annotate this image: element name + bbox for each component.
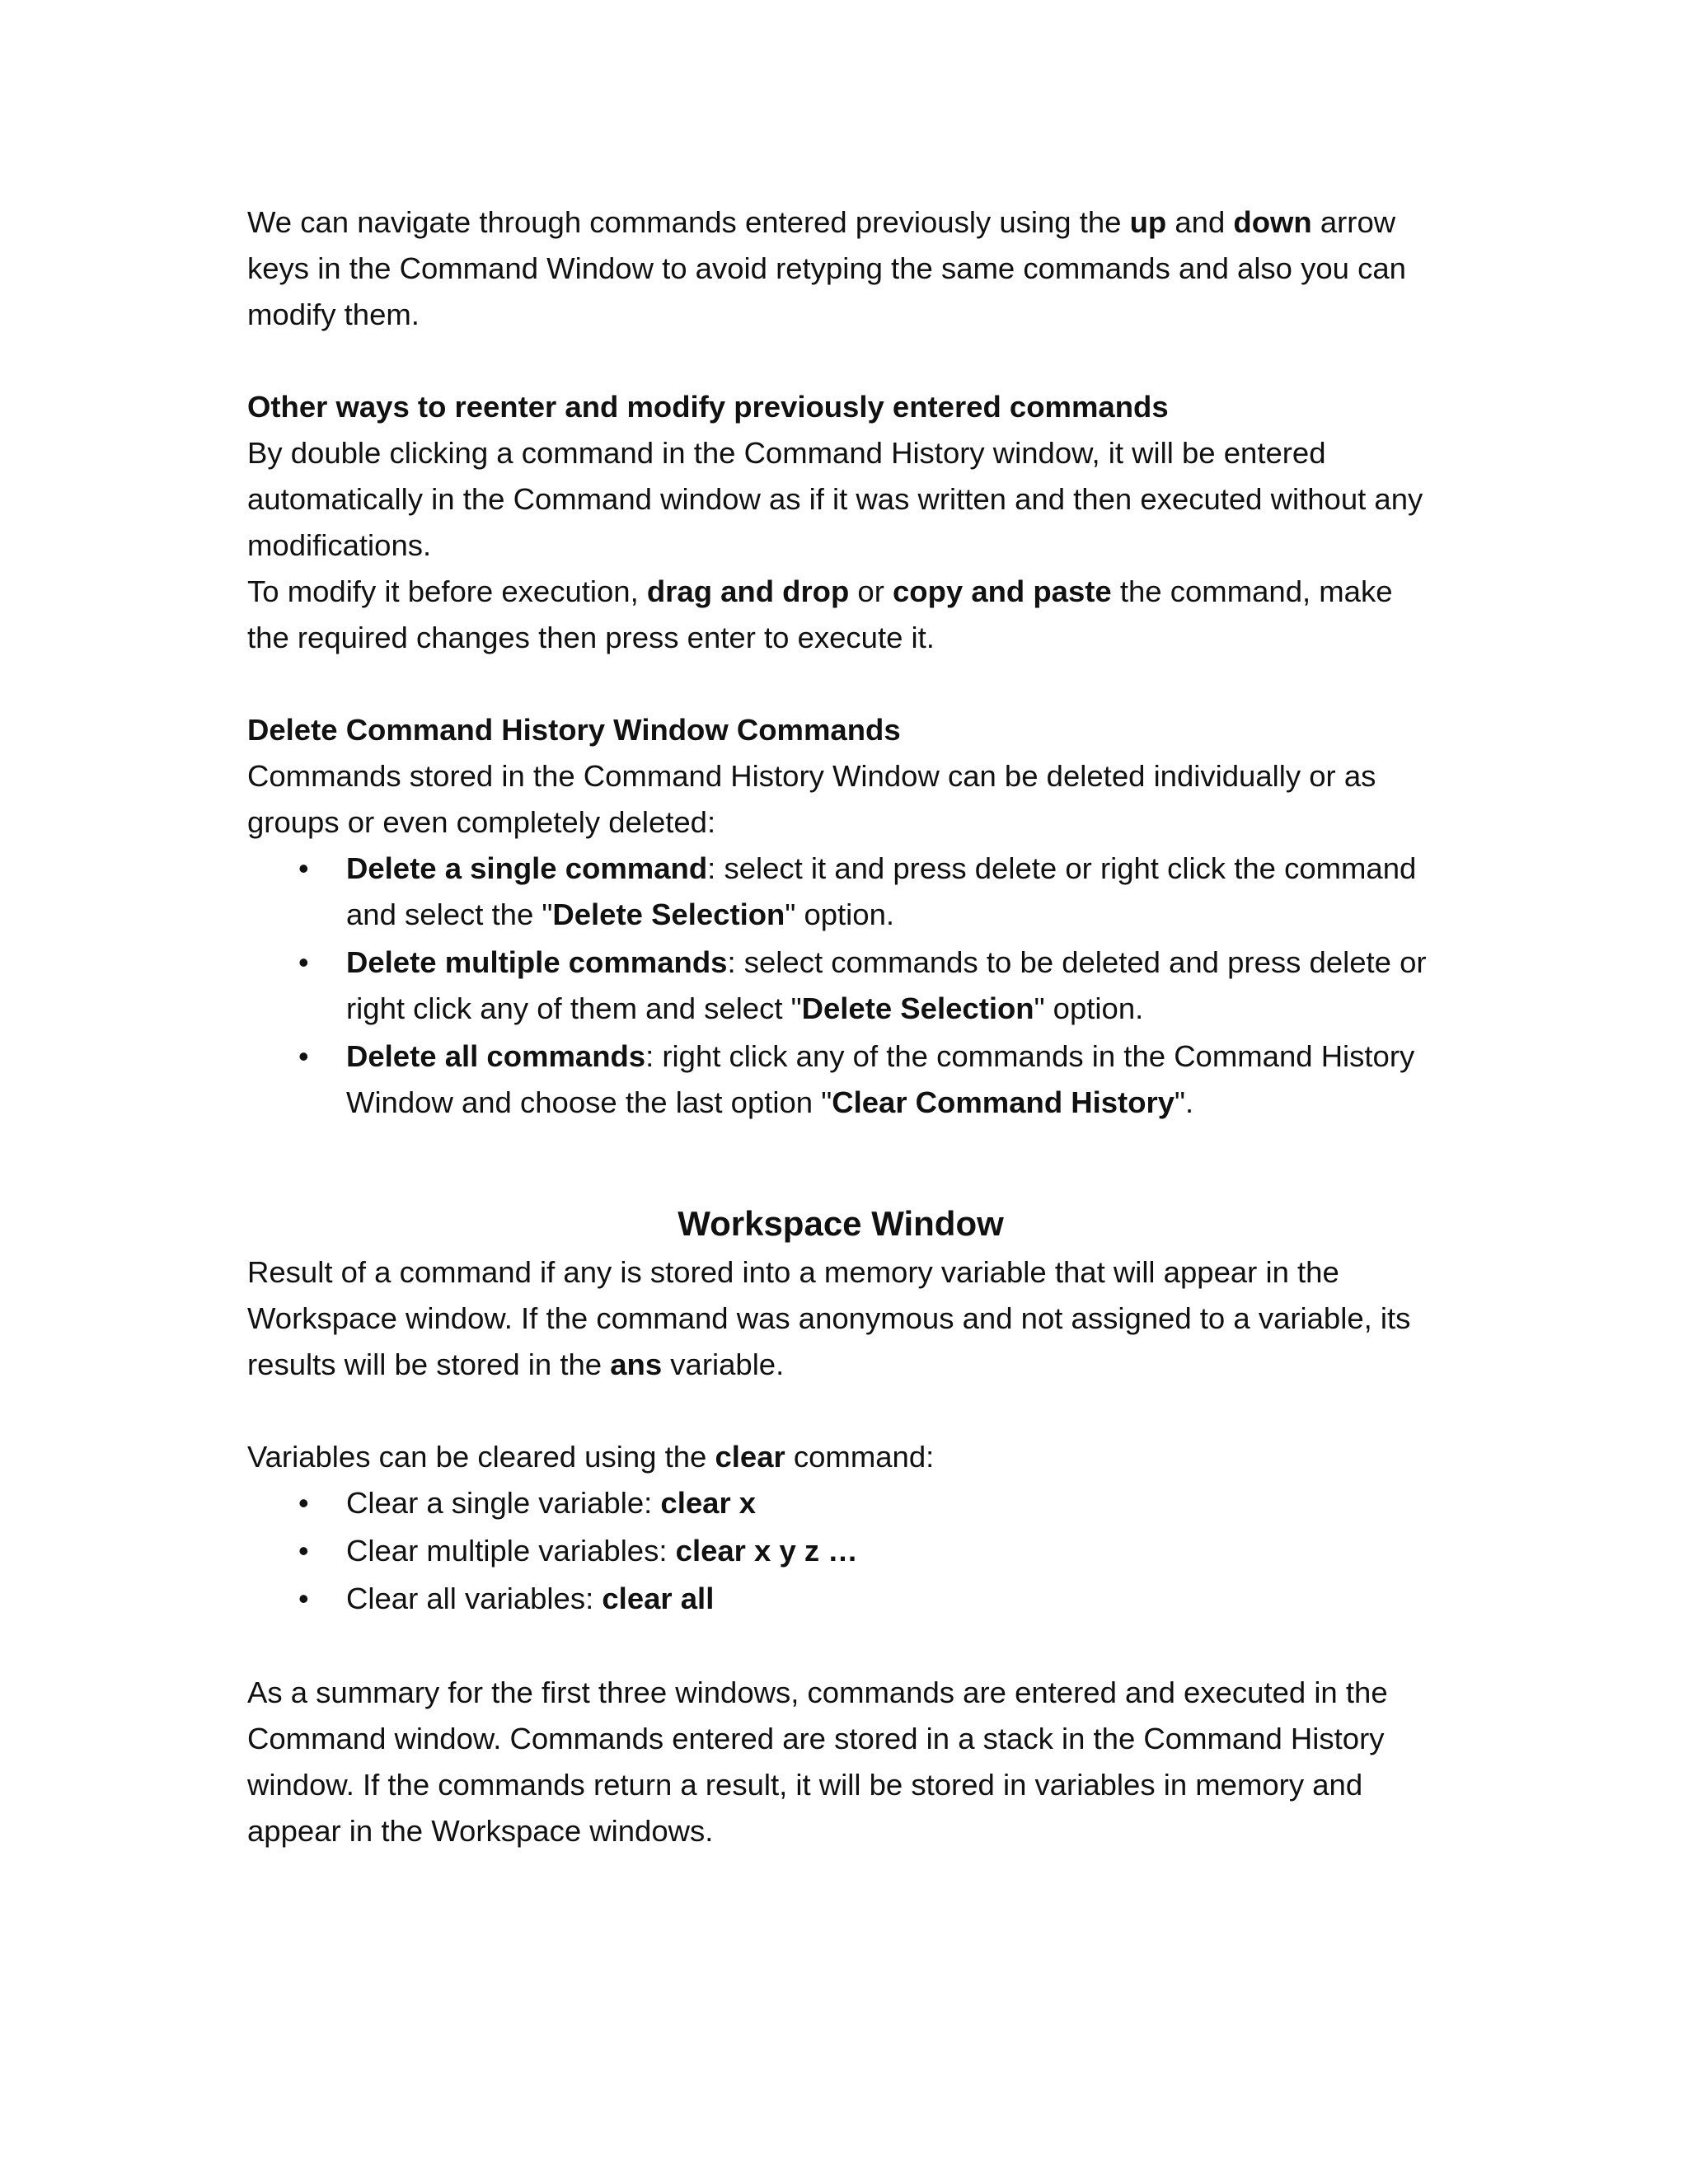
item-label: Delete all commands xyxy=(346,1039,646,1073)
bullet-icon: • xyxy=(298,1534,309,1568)
spacer xyxy=(247,338,1434,384)
reenter-text: To modify it before execution, xyxy=(247,574,647,608)
item-text: Clear multiple variables: xyxy=(346,1534,676,1568)
intro-text: We can navigate through commands entered previously using the xyxy=(247,205,1130,239)
intro-paragraph xyxy=(247,199,1434,338)
summary-paragraph: As a summary for the first three windows, commands are entered and executed in the Command window. Commands entered are stored in a stack in the Command History window. If the commands return a result, it will be stored in variables in memory and appear in the Workspace windows. xyxy=(247,1675,1388,1848)
reenter-text: or xyxy=(849,574,893,608)
list-item xyxy=(247,846,1434,938)
spacer xyxy=(247,1624,1434,1670)
list-item xyxy=(247,1480,1434,1526)
copy-and-paste-term: copy and paste xyxy=(893,574,1112,608)
menu-option-term: Clear Command History xyxy=(832,1085,1175,1119)
spacer xyxy=(247,1127,1434,1198)
delete-list xyxy=(247,846,1434,1126)
item-text: Clear a single variable: xyxy=(346,1486,661,1520)
delete-intro: Commands stored in the Command History Window can be deleted individually or as groups or even completely deleted: xyxy=(247,759,1376,839)
list-item xyxy=(247,1033,1434,1126)
delete-heading: Delete Command History Window Commands xyxy=(247,713,901,747)
workspace-paragraph-1 xyxy=(247,1249,1434,1388)
command-term: clear all xyxy=(602,1582,715,1615)
menu-option-term: Delete Selection xyxy=(552,898,785,931)
list-item xyxy=(247,1528,1434,1574)
clear-term: clear xyxy=(715,1440,785,1474)
reenter-text: the command, make the required changes then press enter to execute it. xyxy=(247,574,1393,654)
item-label: Delete multiple commands xyxy=(346,945,728,979)
intro-text: arrow keys in the Command Window to avoid retyping the same commands and also you can modify them. xyxy=(247,205,1406,331)
spacer xyxy=(247,1388,1434,1434)
item-text: " option. xyxy=(785,898,895,931)
down-key-term: down xyxy=(1233,205,1312,239)
up-key-term: up xyxy=(1129,205,1167,239)
bullet-icon: • xyxy=(298,1039,309,1073)
intro-text: and xyxy=(1166,205,1234,239)
item-text: ". xyxy=(1175,1085,1194,1119)
workspace-text: variable. xyxy=(662,1347,785,1381)
bullet-icon: • xyxy=(298,1486,309,1520)
list-item xyxy=(247,1576,1434,1622)
menu-option-term: Delete Selection xyxy=(801,991,1034,1025)
command-term: clear x xyxy=(660,1486,757,1520)
spacer xyxy=(247,661,1434,707)
ans-term: ans xyxy=(610,1347,663,1381)
bullet-icon: • xyxy=(298,1582,309,1615)
reenter-heading: Other ways to reenter and modify previously entered commands xyxy=(247,390,1169,424)
item-text: " option. xyxy=(1034,991,1144,1025)
workspace-text: Variables can be cleared using the xyxy=(247,1440,715,1474)
list-item xyxy=(247,940,1434,1032)
command-term: clear x y z … xyxy=(675,1534,858,1568)
workspace-paragraph-2 xyxy=(247,1434,1434,1480)
document-page xyxy=(247,199,1434,1854)
item-label: Delete a single command xyxy=(346,851,708,885)
item-text: : right click any of the commands in the Command History Window and choose the last option " xyxy=(346,1039,1415,1119)
bullet-icon: • xyxy=(298,851,309,885)
workspace-text: command: xyxy=(785,1440,935,1474)
item-text: : select commands to be deleted and press delete or right click any of them and select " xyxy=(346,945,1427,1025)
drag-and-drop-term: drag and drop xyxy=(646,574,850,608)
clear-list xyxy=(247,1480,1434,1622)
item-text: Clear all variables: xyxy=(346,1582,603,1615)
reenter-paragraph-1: By double clicking a command in the Command History window, it will be entered automatically in the Command window as if it was written and then executed without any modifications. xyxy=(247,436,1423,562)
workspace-text: Result of a command if any is stored into a memory variable that will appear in the Workspace window. If the command was anonymous and not assigned to a variable, its results will be stored in the xyxy=(247,1255,1411,1381)
item-text: : select it and press delete or right click the command and select the " xyxy=(346,851,1417,931)
reenter-paragraph-2 xyxy=(247,569,1434,661)
workspace-title: Workspace Window xyxy=(678,1204,1004,1243)
bullet-icon: • xyxy=(298,945,309,979)
